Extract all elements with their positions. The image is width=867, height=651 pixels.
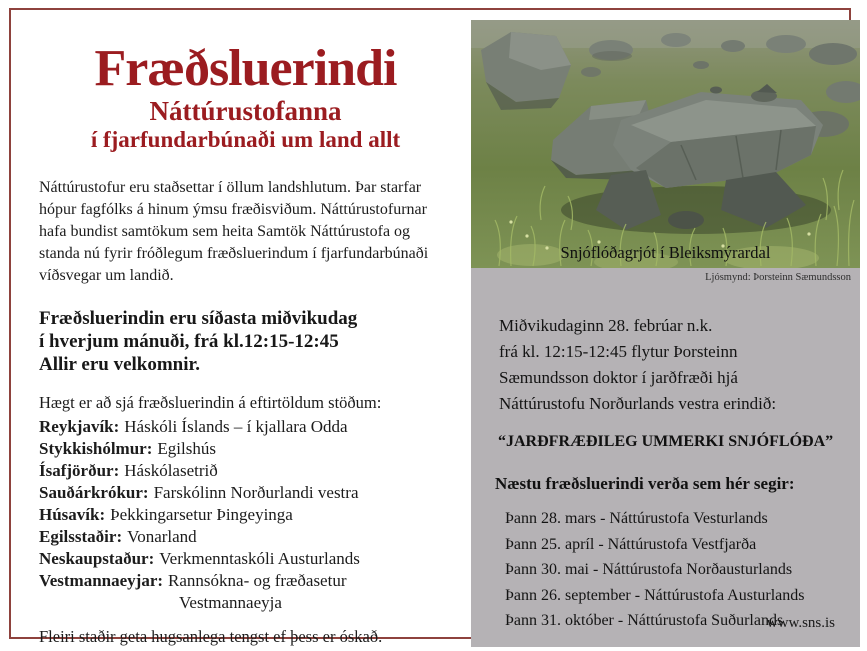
list-item — [39, 526, 469, 548]
location-venue: Farskólinn Norðurlandi vestra — [153, 483, 359, 502]
intro-line: hafa bundist samtökum sem heita Samtök Náttúrustofa og — [39, 223, 411, 240]
page-title: Fræðsluerindi — [94, 40, 397, 97]
upcoming-lectures-heading: Næstu fræðsluerindi verða sem hér segir: — [495, 474, 795, 493]
list-item — [39, 570, 469, 614]
list-item: Þann 25. apríl - Náttúrustofa Vestfjarða — [505, 535, 757, 553]
location-venue-continuation: Vestmannaeyja — [179, 593, 282, 612]
location-name: Stykkishólmur: — [39, 439, 153, 458]
locations-list — [39, 416, 469, 614]
lecture-title: “JARÐFRÆÐILEG UMMERKI SNJÓFLÓÐA” — [498, 433, 834, 450]
schedule-note-line: Fræðsluerindin eru síðasta miðvikudag — [39, 308, 358, 329]
left-column — [22, 20, 469, 645]
location-venue: Vonarland — [127, 527, 197, 546]
location-name: Ísafjörður: — [39, 461, 120, 480]
location-venue: Háskólasetrið — [124, 461, 218, 480]
page-subtitle-2: í fjarfundarbúnaði um land allt — [90, 127, 401, 152]
intro-line: víðsvegar um landið. — [39, 267, 174, 284]
more-locations-note: Fleiri staðir geta hugsanlega tengst ef þess er óskað. — [39, 627, 383, 646]
locations-intro: Hægt er að sjá fræðsluerindin á eftirtöldum stöðum: — [39, 393, 382, 412]
list-item: Þann 31. október - Náttúrustofa Suðurlands — [505, 612, 784, 629]
list-item — [39, 504, 469, 526]
photo-credit: Ljósmynd: Þorsteinn Sæmundsson — [705, 272, 851, 283]
list-item: Þann 28. mars - Náttúrustofa Vesturlands — [505, 510, 768, 527]
website-url: www.sns.is — [766, 615, 835, 631]
intro-line: standa nú fyrir fróðlegum fræðsluerindum í fjarfundarbúnaði — [39, 245, 429, 262]
intro-paragraph — [39, 177, 469, 287]
page-subtitle-1: Náttúrustofanna — [149, 96, 342, 126]
location-name: Egilsstaðir: — [39, 527, 123, 546]
location-name: Vestmannaeyjar: — [39, 571, 164, 590]
location-name: Húsavík: — [39, 505, 106, 524]
photo-snjoflodagrjot — [471, 20, 860, 268]
list-item — [39, 548, 469, 570]
intro-line: hópur fagfólks á hinum ýmsu fræðisviðum. Náttúrustofurnar — [39, 201, 427, 218]
monthly-schedule-note — [39, 307, 469, 376]
lecture-announcement — [499, 313, 860, 417]
intro-line: Náttúrustofur eru staðsettar í öllum landshlutum. Þar starfar — [39, 179, 422, 196]
location-name: Neskaupstaður: — [39, 549, 155, 568]
list-item: Þann 30. mai - Náttúrustofa Norðausturlands — [505, 561, 793, 578]
location-name: Sauðárkrókur: — [39, 483, 149, 502]
location-venue: Háskóli Íslands – í kjallara Odda — [124, 417, 348, 436]
location-venue: Þekkingarsetur Þingeyinga — [110, 505, 293, 524]
location-name: Reykjavík: — [39, 417, 120, 436]
list-item — [39, 438, 469, 460]
location-venue: Egilshús — [157, 439, 216, 458]
announcement-line: Miðvikudaginn 28. febrúar n.k. — [499, 316, 713, 335]
announcement-line: frá kl. 12:15-12:45 flytur Þorsteinn — [499, 342, 738, 361]
photo-caption: Snjóflóðagrjót í Bleiksmýrardal — [560, 243, 771, 262]
list-item — [39, 482, 469, 504]
list-item — [39, 416, 469, 438]
flyer-border-frame — [9, 8, 851, 646]
schedule-note-line: í hverjum mánuði, frá kl.12:15-12:45 — [39, 331, 339, 352]
location-venue: Verkmenntaskóli Austurlands — [159, 549, 360, 568]
schedule-note-line: Allir eru velkomnir. — [39, 354, 200, 375]
list-item — [39, 460, 469, 482]
announcement-line: Sæmundsson doktor í jarðfræði hjá — [499, 368, 738, 387]
announcement-panel — [471, 268, 860, 647]
location-venue: Rannsókna- og fræðasetur — [168, 571, 347, 590]
photo-illustration — [471, 20, 860, 268]
announcement-line: Náttúrustofu Norðurlands vestra erindið: — [499, 394, 777, 413]
list-item: Þann 26. september - Náttúrustofa Austurlands — [505, 586, 805, 604]
